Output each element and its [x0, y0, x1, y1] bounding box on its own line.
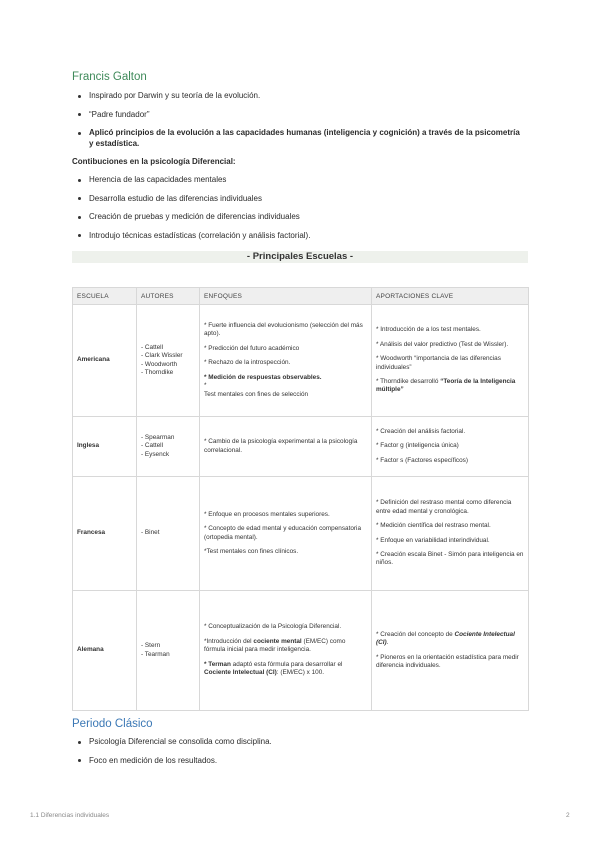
aportacion-text: * Introducción de a los test mentales. [376, 326, 481, 334]
aportacion-text: * Creación escala Binet - Simón para inteligencia en niños. [376, 550, 524, 567]
enfoque-text: adaptó esta fórmula para desarrollar el [230, 660, 343, 668]
list-item: Desarrolla estudio de las diferencias individuales [75, 194, 525, 205]
galton-title: Francis Galton [72, 71, 147, 83]
enfoque-bold-text: * Medición de respuestas observables. [204, 373, 322, 381]
table-row [73, 591, 529, 711]
escuela-cell: Inglesa [73, 417, 137, 477]
aportacion-text: * Woodworth “importancia de las diferencias individuales” [376, 355, 501, 371]
aportacion-text: . [386, 639, 389, 647]
aportacion-text: * Factor g (inteligencia única) [376, 442, 459, 450]
galton-bullet-list [75, 91, 525, 157]
footer-page-number: 2 [566, 812, 570, 819]
enfoque-text: Test mentales con fines de selección [204, 390, 309, 398]
list-item: Creación de pruebas y medición de diferencias individuales [75, 212, 525, 223]
column-header-aportaciones: APORTACIONES CLAVE [372, 288, 529, 305]
aportacion-text: * Thorndike desarrolló [376, 377, 441, 385]
enfoque-text: * [204, 382, 207, 390]
aportacion-bold-text: “Teoría de la Inteligencia múltiple” [376, 377, 516, 394]
enfoque-text: (EM/EC) como fórmula inicial para medir inteligencia. [204, 637, 346, 654]
principales-escuelas-heading: - Principales Escuelas - [72, 251, 528, 263]
contributions-bullet-list [75, 175, 525, 249]
enfoque-bold-text: Cociente Intelectual (CI) [204, 669, 277, 677]
aportaciones-cell [372, 417, 529, 477]
enfoque-text: * Cambio de la psicología experimental a la psicología correlacional. [204, 438, 358, 454]
author: - Cattell [141, 343, 164, 351]
aportaciones-cell [372, 591, 529, 711]
aportaciones-cell [372, 477, 529, 591]
enfoque-bold-text: cociente mental [253, 637, 302, 645]
enfoque-text: * Conceptualización de la Psicología Diferencial. [204, 623, 342, 631]
column-header-autores: AUTORES [137, 288, 200, 305]
author: - Stern [141, 642, 161, 650]
author: - Tearman [141, 650, 170, 658]
list-item: Foco en medición de los resultados. [75, 756, 525, 767]
periodo-clasico-title: Periodo Clásico [72, 718, 153, 730]
column-header-escuela: ESCUELA [73, 288, 137, 305]
table-row [73, 477, 529, 591]
list-item: Aplicó principios de la evolución a las capacidades humanas (inteligencia y cognición) a través de la psicometría y estadística. [75, 128, 525, 149]
author: - Binet [141, 529, 160, 537]
aportacion-text: * Creación del análisis factorial. [376, 427, 466, 435]
clasico-bullet-list [75, 737, 525, 774]
autores-cell [137, 591, 200, 711]
aportacion-text: * Definición del restraso mental como diferencia entre edad mental y cronológica. [376, 499, 512, 515]
enfoque-text: * Fuerte influencia del evolucionismo (selección del más apto). [204, 322, 363, 338]
enfoques-cell [200, 477, 372, 591]
enfoque-text: * Predicción del futuro académico [204, 344, 300, 352]
author: - Clark Wissler [141, 352, 183, 360]
enfoque-bold-text: * Terman [204, 660, 231, 668]
aportacion-text: * Enfoque en variabilidad interindividual. [376, 536, 490, 544]
enfoque-text: * Enfoque en procesos mentales superiores. [204, 510, 330, 518]
author: - Woodworth [141, 360, 178, 368]
contributions-heading: Contibuciones en la psicología Diferencial: [72, 157, 236, 166]
autores-cell [137, 477, 200, 591]
enfoque-text: * Concepto de edad mental y educación compensatoria (ortopedia mental). [204, 525, 362, 541]
escuela-cell: Americana [73, 305, 137, 417]
author: - Cattell [141, 442, 164, 450]
author: - Spearman [141, 433, 175, 441]
enfoques-cell [200, 591, 372, 711]
aportaciones-cell [372, 305, 529, 417]
enfoque-text: *Test mentales con fines clínicos. [204, 547, 299, 555]
column-header-enfoques: ENFOQUES [200, 288, 372, 305]
escuela-cell: Alemana [73, 591, 137, 711]
enfoque-text: : (EM/EC) x 100. [276, 669, 325, 677]
autores-cell [137, 417, 200, 477]
list-item: “Padre fundador” [75, 110, 525, 121]
aportacion-text: * Creación del concepto de [376, 630, 455, 638]
author: - Thorndike [141, 368, 174, 376]
footer-document-title: 1.1 Diferencias individuales [30, 812, 110, 819]
table-header-row [73, 288, 529, 305]
escuelas-table [72, 287, 529, 711]
aportacion-text: * Pioneros en la orientación estadística para medir diferencia individuales. [376, 653, 519, 669]
enfoques-cell [200, 305, 372, 417]
list-item: Introdujo técnicas estadísticas (correlación y análisis factorial). [75, 231, 525, 242]
enfoques-cell [200, 417, 372, 477]
table-row [73, 305, 529, 417]
enfoque-text: * Rechazo de la introspección. [204, 359, 291, 367]
enfoque-text: *Introducción del [204, 637, 254, 645]
aportacion-bold-text: Cociente Intelectual (CI) [376, 630, 515, 647]
list-item: Herencia de las capacidades mentales [75, 175, 525, 186]
author: - Eysenck [141, 450, 170, 458]
autores-cell [137, 305, 200, 417]
list-item: Inspirado por Darwin y su teoría de la evolución. [75, 91, 525, 102]
aportacion-text: * Medición científica del restraso mental. [376, 522, 491, 530]
escuela-cell: Francesa [73, 477, 137, 591]
table-row [73, 417, 529, 477]
aportacion-text: * Factor s (Factores específicos) [376, 456, 468, 464]
list-item: Psicología Diferencial se consolida como disciplina. [75, 737, 525, 748]
aportacion-text: * Análisis del valor predictivo (Test de Wissler). [376, 340, 509, 348]
